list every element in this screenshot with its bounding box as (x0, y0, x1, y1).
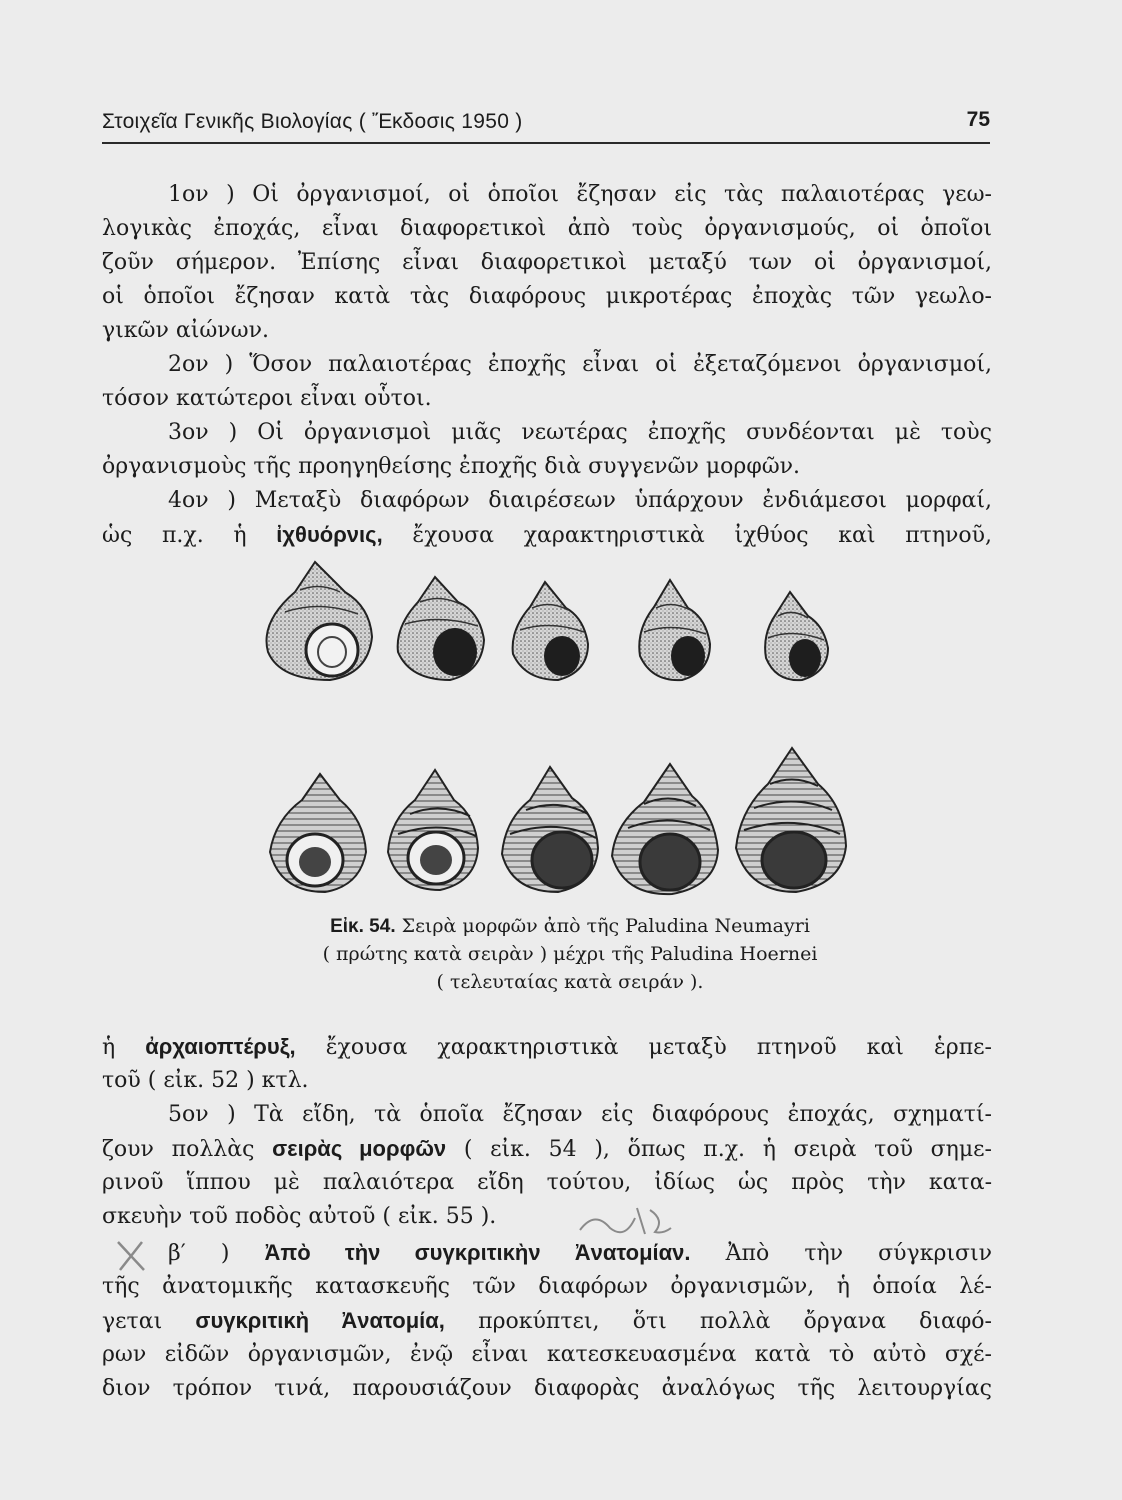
page-number: 75 (966, 108, 990, 131)
text-line (102, 1236, 992, 1270)
header-title: Στοιχεῖα Γενικῆς Βιολογίας ( Ἔκδοσις 1950 ) (102, 110, 523, 133)
text-line: ὀργανισμοὺς τῆς προηγηθείσης ἐποχῆς διὰ συγγενῶν μορφῶν. (102, 454, 801, 479)
text-fragment: ἔχουσα χαρακτηριστικὰ μεταξὺ πτηνοῦ καὶ ἑρπε- (325, 1035, 992, 1060)
text-line: ρων εἰδῶν ὀργανισμῶν, ἐνῷ εἶναι κατεσκευασμένα κατὰ τὸ αὐτὸ σχέ- (102, 1342, 992, 1367)
text-line: τῆς ἀνατομικῆς κατασκευῆς τῶν διαφόρων ὀργανισμῶν, ἡ ὁποία λέ- (102, 1274, 992, 1299)
text-line (102, 1030, 992, 1064)
text-fragment: ζουν πολλὰς (102, 1137, 255, 1162)
header-rule (102, 142, 990, 144)
text-line: ρινοῦ ἵππου μὲ παλαιότερα εἴδη τούτου, ἰδίως ὡς πρὸς τὴν κατα- (102, 1170, 992, 1195)
paragraph-5 (102, 1030, 992, 1098)
text-fragment: β′ ) (168, 1241, 230, 1266)
text-line: λογικὰς ἐποχάς, εἶναι διαφορετικοὶ ἀπὸ τοὺς ὀργανισμούς, οἱ ὁποῖοι (102, 216, 992, 241)
paragraph-7 (102, 1236, 992, 1406)
shell-4 (639, 580, 710, 680)
pencil-scribble-mark (575, 1200, 675, 1240)
text-line: 3ον ) Οἱ ὀργανισμοὶ μιᾶς νεωτέρας ἐποχῆς συνδέονται μὲ τοὺς (168, 420, 992, 445)
term-ichthyornis: ἰχθυόρνις, (276, 522, 383, 547)
figure-54-shells (240, 552, 890, 912)
text-line: σκευὴν τοῦ ποδὸς αὐτοῦ ( εἰκ. 55 ). (102, 1204, 497, 1229)
text-line: διον τρόπον τινά, παρουσιάζουν διαφορὰς ἀναλόγως τῆς λειτουργίας (102, 1376, 992, 1401)
figure-label: Εἰκ. 54. (330, 916, 396, 937)
caption-text: Σειρὰ μορφῶν ἀπὸ τῆς Paludina Neumayri (401, 915, 810, 937)
text-line: 5ον ) Τὰ εἴδη, τὰ ὁποῖα ἔζησαν εἰς διαφόρους ἐποχάς, σχηματί- (168, 1102, 992, 1127)
text-fragment: προκύπτει, ὅτι πολλὰ ὄργανα διαφό- (478, 1309, 992, 1334)
term-comparative-anatomy: συγκριτικὴ Ἀνατομία, (195, 1308, 445, 1333)
shell-10 (736, 748, 846, 892)
running-header (102, 104, 990, 146)
text-line: γικῶν αἰώνων. (102, 318, 269, 343)
shell-series-illustration (240, 552, 890, 912)
caption-line: ( τελευταίας κατὰ σειράν ). (436, 971, 704, 993)
section-heading-comparative-anatomy: Ἀπὸ τὴν συγκριτικὴν Ἀνατομίαν. (264, 1240, 691, 1265)
pencil-cross-mark (112, 1236, 152, 1276)
shell-6 (270, 774, 366, 892)
text-line: 4ον ) Μεταξὺ διαφόρων διαιρέσεων ὑπάρχουν ἐνδιάμεσοι μορφαί, (168, 488, 992, 513)
text-line: τοῦ ( εἰκ. 52 ) κτλ. (102, 1068, 309, 1093)
caption-line: ( πρώτης κατὰ σειρὰν ) μέχρι τῆς Paludina Hoernei (322, 943, 818, 965)
paragraph-2 (102, 348, 992, 416)
text-fragment: ὡς π.χ. ἡ (102, 523, 247, 548)
shell-5 (765, 592, 828, 680)
text-fragment: Ἀπὸ τὴν σύγκρισιν (725, 1241, 993, 1266)
term-archaeopteryx: ἀρχαιοπτέρυξ, (145, 1034, 296, 1059)
shell-9 (612, 764, 718, 894)
text-line: οἱ ὁποῖοι ἔζησαν κατὰ τὰς διαφόρους μικροτέρας ἐποχὰς τῶν γεωλο- (102, 284, 992, 309)
text-line (102, 1132, 992, 1166)
paragraph-4 (102, 484, 992, 552)
shell-2 (398, 577, 484, 680)
paragraph-3 (102, 416, 992, 484)
shell-8 (502, 767, 598, 892)
text-fragment: ἡ (102, 1035, 116, 1060)
paragraph-6 (102, 1098, 992, 1234)
text-line: τόσον κατώτεροι εἶναι οὗτοι. (102, 386, 432, 411)
caption-line (230, 912, 910, 940)
text-fragment: γεται (102, 1309, 163, 1334)
paragraph-1 (102, 178, 992, 348)
text-line (102, 518, 992, 552)
text-fragment: ἔχουσα χαρακτηριστικὰ ἰχθύος καὶ πτηνοῦ, (412, 523, 992, 548)
text-line: 1ον ) Οἱ ὀργανισμοί, οἱ ὁποῖοι ἔζησαν εἰς τὰς παλαιοτέρας γεω- (168, 182, 992, 207)
text-fragment: ( εἰκ. 54 ), ὅπως π.χ. ἡ σειρὰ τοῦ σημε- (463, 1137, 992, 1162)
term-series-of-forms: σειρὰς μορφῶν (272, 1136, 447, 1161)
shell-7 (388, 770, 478, 890)
shell-3 (513, 582, 588, 680)
text-line: ζοῦν σήμερον. Ἐπίσης εἶναι διαφορετικοὶ μεταξύ των οἱ ὀργανισμοί, (102, 250, 992, 275)
text-line (102, 1304, 992, 1338)
text-line: 2ον ) Ὅσον παλαιοτέρας ἐποχῆς εἶναι οἱ ἐξεταζόμενοι ὀργανισμοί, (168, 352, 992, 377)
shell-1 (267, 562, 372, 680)
figure-caption (230, 912, 910, 996)
